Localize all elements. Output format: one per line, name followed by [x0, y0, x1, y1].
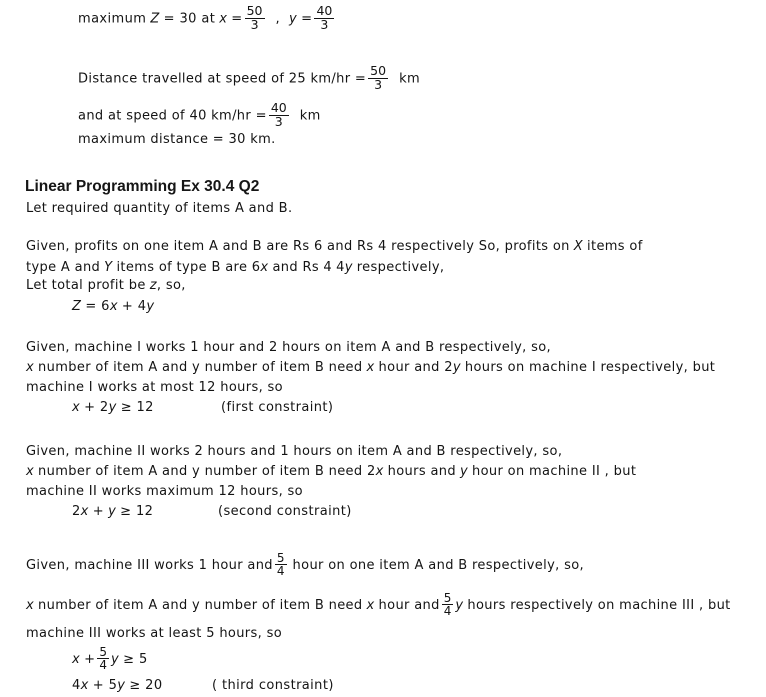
fraction-denominator: 3	[368, 78, 388, 92]
equation-relation: ≥ 12	[120, 400, 154, 415]
fraction-numerator: 40	[270, 100, 287, 115]
distance-speed-25-line	[78, 65, 420, 92]
equation-relation: ≥ 5	[123, 652, 148, 667]
machine2-line-1: Given, machine II works 2 hours and 1 hours on item A and B respectively, so,	[26, 444, 563, 459]
variable-y-capital: Y	[104, 260, 113, 275]
profit-text-a: Given, profits on one item A and B are Rs 6 and Rs 4 respectively So, profits on	[26, 239, 570, 254]
variable-x: x	[26, 598, 35, 613]
variable-x-capital: X	[573, 239, 584, 254]
variable-x: x	[366, 598, 375, 613]
machine2-text-f: hour on machine II , but	[472, 464, 637, 479]
objective-function-equation	[72, 299, 155, 314]
equation-mid: + 2	[84, 400, 109, 415]
variable-x: x	[72, 652, 81, 667]
machine2-line-2	[26, 463, 636, 480]
fraction-numerator: 5	[443, 591, 452, 605]
profit-text-a: type A and	[26, 260, 101, 275]
maximum-distance-line: maximum distance = 30 km.	[78, 132, 276, 147]
coefficient-4: 4	[336, 260, 345, 275]
machine3-text-d: hour and	[378, 598, 440, 613]
distance-40-text: and at speed of 40 km/hr =	[78, 108, 267, 124]
machine1-line-2	[26, 359, 715, 376]
variable-z: Z	[72, 299, 82, 314]
variable-x: x	[26, 360, 35, 375]
variable-y: y	[108, 504, 117, 519]
variable-y: y	[111, 652, 120, 667]
unit-km: km	[399, 71, 420, 87]
equation-relation: ≥ 20	[129, 678, 163, 693]
fraction-numerator: 50	[370, 63, 387, 78]
variable-y: y	[108, 400, 117, 415]
machine1-line-3: machine I works at most 12 hours, so	[26, 380, 283, 395]
variable-x: x	[260, 260, 269, 275]
machine2-text-d: hours and	[387, 464, 456, 479]
equation-mid: + 5	[92, 678, 118, 693]
machine2-text-b: number of item A and y number of item B need 2	[38, 464, 376, 479]
profit-text-b: items of	[587, 239, 643, 254]
fraction-5-over-4	[275, 552, 287, 577]
fraction-50-over-3	[245, 5, 265, 32]
fraction-numerator: 50	[246, 3, 263, 18]
comma-separator: ,	[275, 11, 281, 27]
z-value-text: = 30 at	[163, 11, 216, 27]
total-profit-text: Let total profit be	[26, 278, 146, 293]
equation-part-a: = 6	[85, 299, 110, 314]
machine3-text-b: number of item A and y number of item B need	[38, 598, 363, 613]
variable-y: y	[455, 598, 464, 613]
machine1-text-f: hours on machine I respectively, but	[464, 360, 716, 375]
variable-x: x	[219, 11, 228, 27]
variable-x: x	[26, 464, 35, 479]
variable-y: y	[344, 260, 353, 275]
machine1-text-b: number of item A and y number of item B need	[38, 360, 363, 375]
equals-sign-y: =	[301, 11, 313, 27]
machine3-line-1	[26, 552, 584, 577]
variable-y: y	[289, 11, 298, 27]
fraction-denominator: 3	[314, 18, 334, 32]
page-title: Linear Programming Ex 30.4 Q2	[25, 178, 260, 195]
machine2-line-3: machine II works maximum 12 hours, so	[26, 484, 303, 499]
profit-line-1	[26, 238, 643, 255]
profit-text-c: and Rs 4	[272, 260, 333, 275]
third-constraint-equation-fraction	[72, 646, 148, 671]
distance-25-text: Distance travelled at speed of 25 km/hr =	[78, 71, 367, 87]
profit-text-b: , so,	[156, 278, 186, 293]
fraction-denominator: 4	[443, 604, 452, 619]
fraction-50-over-3	[368, 65, 388, 92]
first-constraint-label: (first constraint)	[221, 400, 334, 415]
second-constraint-label: (second constraint)	[218, 504, 352, 519]
variable-y: y	[459, 464, 468, 479]
fraction-denominator: 4	[276, 564, 285, 579]
fraction-5-over-4	[97, 646, 109, 671]
second-constraint-equation	[72, 504, 153, 519]
fraction-numerator: 40	[316, 3, 333, 18]
equation-mid: +	[92, 504, 105, 519]
equals-sign-x: =	[231, 11, 243, 27]
fraction-denominator: 3	[245, 18, 265, 32]
machine3-text-e: hours respectively on machine III , but	[467, 598, 731, 613]
fraction-denominator: 3	[269, 115, 289, 129]
fraction-5-over-4	[442, 592, 454, 617]
intro-line: Let required quantity of items A and B.	[26, 201, 293, 216]
equation-lead: 4	[72, 678, 81, 693]
equation-relation: ≥ 12	[120, 504, 154, 519]
variable-x: x	[72, 400, 81, 415]
variable-x: x	[366, 360, 375, 375]
machine3-text-b: hour on one item A and B respectively, so,	[292, 558, 585, 573]
maximum-z-line	[78, 5, 336, 32]
distance-speed-40-line	[78, 102, 321, 129]
variable-y: y	[117, 678, 126, 693]
fraction-denominator: 4	[99, 658, 108, 673]
profit-text-d: respectively,	[356, 260, 445, 275]
machine3-line-2	[26, 592, 731, 617]
equation-lead: 2	[72, 504, 81, 519]
equation-part-b: + 4	[121, 299, 147, 314]
fraction-40-over-3	[314, 5, 334, 32]
variable-x: x	[375, 464, 384, 479]
third-constraint-equation	[72, 678, 163, 693]
machine1-text-d: hour and 2	[378, 360, 453, 375]
variable-x: x	[80, 504, 89, 519]
fraction-numerator: 5	[99, 645, 108, 659]
machine3-line-3: machine III works at least 5 hours, so	[26, 626, 283, 641]
maximum-label: maximum	[78, 11, 147, 27]
variable-y: y	[452, 360, 461, 375]
profit-text-b: items of type B are 6	[116, 260, 261, 275]
fraction-numerator: 5	[276, 551, 285, 565]
variable-z: Z	[150, 11, 160, 27]
variable-y: y	[146, 299, 155, 314]
third-constraint-label: ( third constraint)	[212, 678, 334, 693]
profit-line-2	[26, 259, 444, 276]
unit-km: km	[299, 108, 321, 124]
first-constraint-equation	[72, 400, 154, 415]
machine3-text-a: Given, machine III works 1 hour and	[26, 558, 273, 573]
variable-z-lower: z	[149, 278, 157, 293]
fraction-40-over-3	[269, 102, 289, 129]
profit-line-3	[26, 277, 186, 294]
variable-x: x	[80, 678, 89, 693]
plus-sign: +	[84, 652, 96, 667]
machine1-line-1: Given, machine I works 1 hour and 2 hours on item A and B respectively, so,	[26, 340, 551, 355]
variable-x: x	[109, 299, 118, 314]
